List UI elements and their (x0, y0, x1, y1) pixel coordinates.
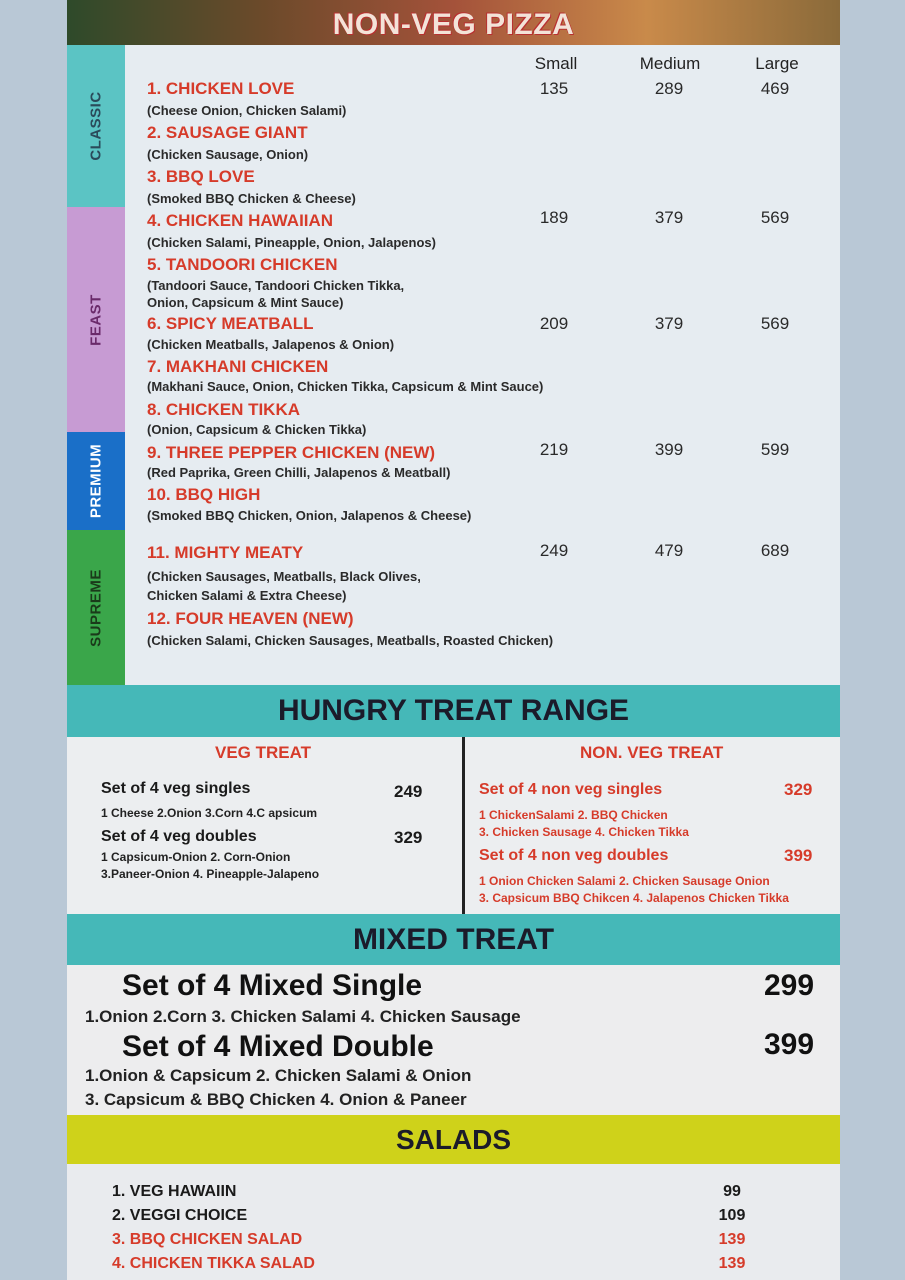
price-large: 569 (760, 208, 790, 227)
pizza-name: 4. CHICKEN HAWAIIAN (147, 211, 334, 230)
pizza-desc: (Chicken Sausage, Onion) (147, 147, 309, 162)
mixed-item-desc: 1.Onion & Capsicum 2. Chicken Salami & Onion (85, 1066, 472, 1085)
pizza-desc: (Chicken Salami, Chicken Sausages, Meatballs, Roasted Chicken) (147, 633, 554, 648)
non-veg-pizza-section (67, 45, 840, 685)
pizza-name: 6. SPICY MEATBALL (147, 314, 314, 333)
price-medium: 399 (654, 440, 684, 459)
treat-item-name: Set of 4 non veg singles (479, 781, 663, 798)
pizza-name: 11. MIGHTY MEATY (147, 543, 304, 562)
price-small: 135 (539, 79, 569, 98)
price-large: 689 (760, 541, 790, 560)
hungry-treat-header: HUNGRY TREAT RANGE (67, 685, 840, 737)
pizza-desc: (Onion, Capsicum & Chicken Tikka) (147, 422, 367, 437)
pizza-name: 7. MAKHANI CHICKEN (147, 357, 329, 376)
mixed-item-desc: 3. Capsicum & BBQ Chicken 4. Onion & Paneer (85, 1090, 467, 1109)
price-large: 599 (760, 440, 790, 459)
header-banner (67, 0, 840, 45)
pizza-desc: (Makhani Sauce, Onion, Chicken Tikka, Capsicum & Mint Sauce) (147, 379, 544, 394)
treat-item-desc: 3. Capsicum BBQ Chikcen 4. Jalapenos Chicken Tikka (479, 891, 789, 905)
mixed-treat-header: MIXED TREAT (67, 914, 840, 965)
mixed-item-price: 299 (764, 969, 815, 1002)
pizza-desc: (Smoked BBQ Chicken, Onion, Jalapenos & Cheese) (147, 508, 472, 523)
salad-name: 1. VEG HAWAIIN (112, 1183, 237, 1200)
salad-name: 3. BBQ CHICKEN SALAD (112, 1231, 303, 1248)
pizza-desc: (Tandoori Sauce, Tandoori Chicken Tikka, (147, 278, 405, 293)
salads-section (67, 1164, 840, 1280)
salad-name: 2. VEGGI CHOICE (112, 1207, 248, 1224)
salads-header: SALADS (67, 1115, 840, 1164)
treat-item-price: 329 (784, 780, 813, 799)
price-small: 189 (539, 208, 569, 227)
menu-sheet (67, 0, 840, 1280)
salad-price: 109 (718, 1207, 746, 1224)
pizza-desc: Onion, Capsicum & Mint Sauce) (147, 295, 344, 310)
treat-item-desc: 3.Paneer-Onion 4. Pineapple-Jalapeno (101, 867, 320, 881)
category-label: CLASSIC (87, 91, 105, 161)
treat-item-desc: 3. Chicken Sausage 4. Chicken Tikka (479, 825, 689, 839)
treat-item-desc: 1 Capsicum-Onion 2. Corn-Onion (101, 850, 291, 864)
treat-item-name: Set of 4 non veg doubles (479, 847, 669, 864)
pizza-desc: (Smoked BBQ Chicken & Cheese) (147, 191, 356, 206)
price-medium: 379 (654, 208, 684, 227)
price-large: 569 (760, 314, 790, 333)
mixed-item-desc: 1.Onion 2.Corn 3. Chicken Salami 4. Chicken Sausage (85, 1007, 521, 1026)
salad-price: 139 (718, 1255, 746, 1272)
treat-item-price: 249 (394, 782, 423, 801)
treat-item-desc: 1 Onion Chicken Salami 2. Chicken Sausage Onion (479, 874, 770, 888)
pizza-name: 5. TANDOORI CHICKEN (147, 255, 338, 274)
pizza-name: 2. SAUSAGE GIANT (147, 123, 308, 142)
pizza-desc: (Chicken Salami, Pineapple, Onion, Jalapenos) (147, 235, 436, 250)
category-tab-feast (67, 207, 125, 432)
column-header-medium: Medium (639, 54, 701, 73)
price-small: 249 (539, 541, 569, 560)
salad-name: 4. CHICKEN TIKKA SALAD (112, 1255, 315, 1272)
pizza-desc: (Chicken Meatballs, Jalapenos & Onion) (147, 337, 395, 352)
nonveg-treat-title: NON. VEG TREAT (580, 743, 724, 762)
price-small: 209 (539, 314, 569, 333)
pizza-name: 3. BBQ LOVE (147, 167, 255, 186)
hungry-treat-section (67, 737, 840, 914)
column-divider (462, 737, 465, 914)
pizza-desc: Chicken Salami & Extra Cheese) (147, 588, 347, 603)
column-header-large: Large (755, 54, 799, 73)
price-medium: 379 (654, 314, 684, 333)
price-large: 469 (760, 79, 790, 98)
price-medium: 289 (654, 79, 684, 98)
treat-item-name: Set of 4 veg doubles (101, 828, 257, 845)
salad-price: 139 (718, 1231, 746, 1248)
pizza-desc: (Cheese Onion, Chicken Salami) (147, 103, 347, 118)
price-small: 219 (539, 440, 569, 459)
mixed-item-price: 399 (764, 1028, 815, 1061)
category-label: PREMIUM (87, 443, 105, 519)
pizza-desc: (Chicken Sausages, Meatballs, Black Olives, (147, 569, 421, 584)
treat-item-price: 399 (784, 846, 813, 865)
menu-title: NON-VEG PIZZA (332, 8, 575, 41)
pizza-name: 10. BBQ HIGH (147, 485, 261, 504)
pizza-name: 8. CHICKEN TIKKA (147, 400, 301, 419)
category-tab-classic (67, 45, 125, 207)
category-tab-supreme (67, 530, 125, 685)
mixed-item-name: Set of 4 Mixed Single (122, 969, 423, 1002)
category-label: SUPREME (87, 568, 105, 647)
treat-item-desc: 1 Cheese 2.Onion 3.Corn 4.C apsicum (101, 806, 318, 820)
mixed-treat-section (67, 965, 840, 1115)
salad-price: 99 (723, 1183, 741, 1200)
treat-item-name: Set of 4 veg singles (101, 780, 251, 797)
pizza-desc: (Red Paprika, Green Chilli, Jalapenos & Meatball) (147, 465, 451, 480)
mixed-item-name: Set of 4 Mixed Double (122, 1030, 434, 1063)
pizza-name: 12. FOUR HEAVEN (NEW) (147, 609, 354, 628)
pizza-name: 9. THREE PEPPER CHICKEN (NEW) (147, 443, 436, 462)
price-medium: 479 (654, 541, 684, 560)
category-tab-premium (67, 432, 125, 530)
treat-item-desc: 1 ChickenSalami 2. BBQ Chicken (479, 808, 668, 822)
column-header-small: Small (534, 54, 578, 73)
pizza-name: 1. CHICKEN LOVE (147, 79, 295, 98)
veg-treat-title: VEG TREAT (215, 743, 312, 762)
category-label: FEAST (87, 293, 105, 346)
treat-item-price: 329 (394, 828, 423, 847)
